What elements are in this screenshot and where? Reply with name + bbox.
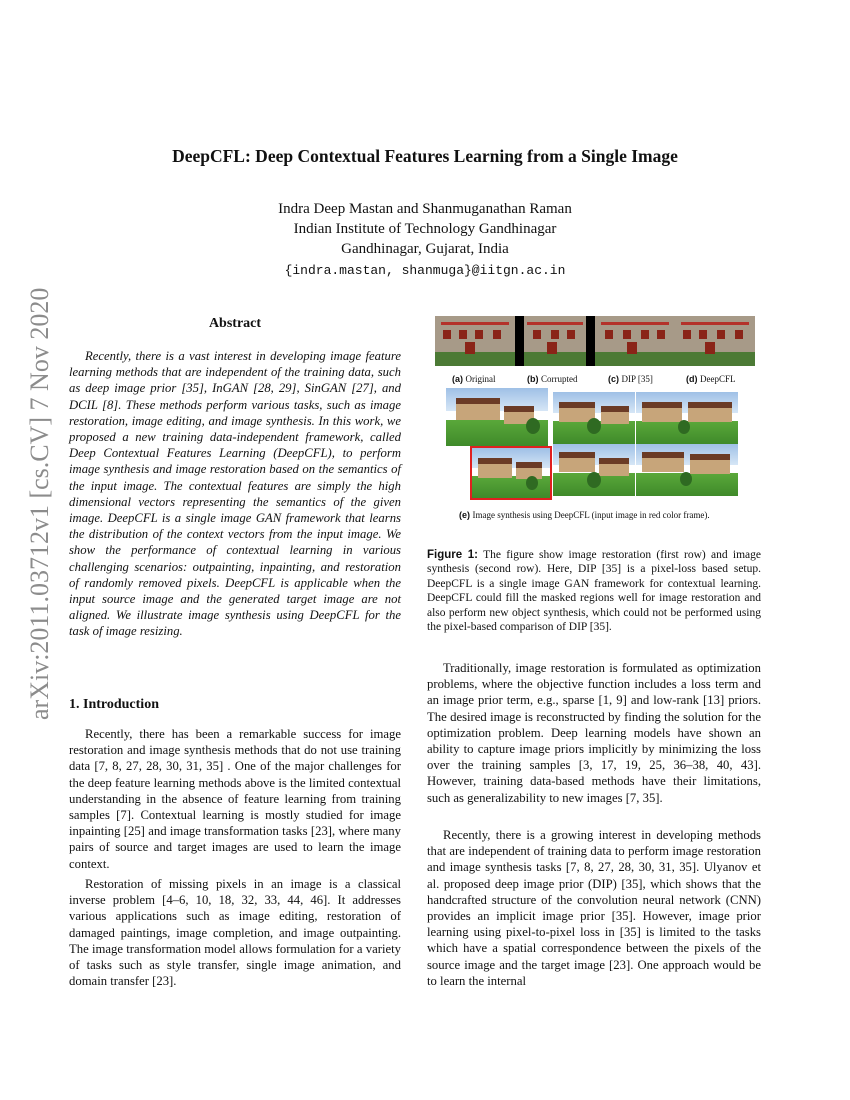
figure-image-corrupted: [515, 316, 595, 366]
synthesis-input-image: [470, 446, 552, 500]
intro-paragraph-1: Recently, there has been a remarkable success for image restoration and image synthesis methods that do not use training data [7, 8, 27, 28, 30, 31, 35] . One of the major challenges for the deep feature learning methods above is the limited contextual understanding in the absence of feature learning from training samples [7]. Contextual learning is mostly studied for image inpainting [25] and image transformation tasks [23], where many pairs of source and target images are used to learn the image context.: [69, 727, 401, 871]
synthesis-image-4: [553, 444, 635, 496]
subcaption-d: (d) DeepCFL: [686, 374, 736, 384]
intro-paragraph-2: Restoration of missing pixels in an image is a classical inverse problem [4–6, 10, 18, 32, 33, 44, 46]. It addresses various applications such as image editing, restoration of damaged paintings, image completion, and image outpainting. The image transformation model allows formulation for a variety of tasks such as style transfer, single image animation, and domain transfer [23].: [69, 877, 401, 989]
paper-title: DeepCFL: Deep Contextual Features Learning from a Single Image: [172, 146, 678, 166]
synthesis-image-3: [636, 392, 738, 444]
right-paragraph-1: Traditionally, image restoration is formulated as optimization problems, where the objective function includes a loss term and an image prior term, e.g., sparse [1, 9] and low-rank [13] priors. The desired image is reconstructed by finding the solution for the optimization problem. Deep learning models have shown an ability to capture image priors implicitly by minimizing the loss over the training samples [3, 17, 19, 25, 36–38, 40, 43]. However, training data-based methods have their limitations, such as generalizability to new images [7, 35].: [427, 661, 761, 805]
subcaption-a: (a) Original: [452, 374, 496, 384]
subcaption-c: (c) DIP [35]: [608, 374, 653, 384]
section-heading-introduction: 1. Introduction: [69, 697, 159, 712]
right-paragraph-2: Recently, there is a growing interest in developing methods that are independent of training data to perform image restoration and image synthesis tasks [7, 8, 27, 28, 30, 31, 35]. Ulyanov et al. proposed deep image prior (DIP) [35], which shows that the handcrafted structure of the convolution neural network (CNN) provides an implicit image prior [35]. However, image prior learning using pixel-to-pixel loss in [35] is limited to the tasks which have a spatial correspondence between the pixels of the source image and the target image [23]. One approach would be to learn the internal: [427, 828, 761, 988]
subcaption-b: (b) Corrupted: [527, 374, 578, 384]
arxiv-stamp: arXiv:2011.03712v1 [cs.CV] 7 Nov 2020: [25, 287, 54, 720]
synthesis-image-2: [553, 392, 635, 444]
subcaption-e: (e) Image synthesis using DeepCFL (input image in red color frame).: [459, 510, 710, 520]
abstract-heading: Abstract: [208, 316, 262, 331]
synthesis-image-5: [636, 444, 738, 496]
author-location: Gandhinagar, Gujarat, India: [341, 241, 509, 257]
figure-image-deepcfl: [675, 316, 755, 366]
figure-image-dip: [595, 316, 675, 366]
synthesis-image-1: [446, 388, 548, 446]
author-affiliation: Indian Institute of Technology Gandhinagar: [293, 221, 557, 237]
figure-caption: Figure 1: The figure show image restoration (first row) and image synthesis (second row). Here, DIP [35] is a pixel-loss based setup. DeepCFL is a single image GAN framework for contextual learning. DeepCFL could fill the masked regions well for image restoration and also perform new object synthesis, which could not be performed using the pixel-based comparison of DIP [35].: [427, 548, 762, 634]
author-names: Indra Deep Mastan and Shanmuganathan Raman: [278, 201, 572, 217]
author-email: {indra.mastan, shanmuga}@iitgn.ac.in: [284, 263, 566, 278]
figure-image-original: [435, 316, 515, 366]
abstract-text: Recently, there is a vast interest in developing image feature learning methods that are independent of the training data, such as deep image prior [35], InGAN [28, 29], SinGAN [27], and DCIL [8]. These methods perform various tasks, such as image restoration, image editing, and image synthesis. In this work, we proposed a new training data-independent framework, called Deep Contextual Features Learning (DeepCFL), to perform image synthesis and image restoration based on the semantics of the input image. The contextual features are simply the high dimensional vectors representing the semantics of the given image. DeepCFL is a single image GAN framework that learns the distribution of the context vectors from the input image. We show the performance of contextual learning in various challenging scenarios: outpainting, inpainting, and restoration of randomly removed pixels. DeepCFL is applicable when the input source image and the generated target image are not aligned. We illustrate image synthesis using DeepCFL for the task of image resizing.: [69, 349, 401, 639]
